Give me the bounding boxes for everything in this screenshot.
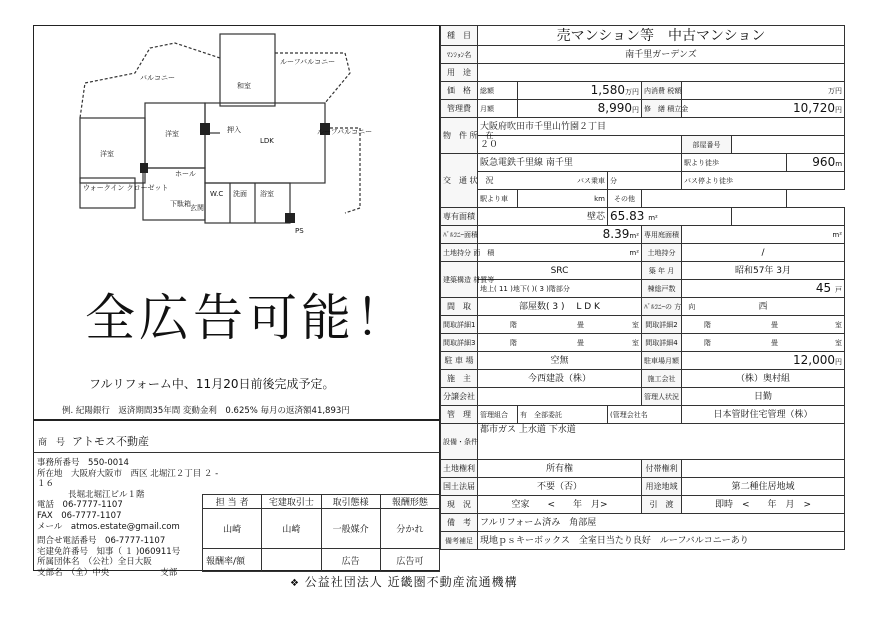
cell-value: 山崎	[203, 509, 262, 549]
room-label: ホール	[175, 170, 196, 178]
floor-plan	[55, 28, 373, 238]
room-label: 洋室	[165, 130, 179, 138]
room-label: PS	[295, 227, 304, 235]
room-label: 洗面	[233, 190, 247, 198]
room-label: ウォークイン クローゼット	[83, 184, 169, 192]
fee-value	[262, 549, 321, 572]
balcony-label: バルコニー	[140, 74, 175, 82]
cell-value: 一般媒介	[321, 509, 380, 549]
footer-text: 公益社団法人 近畿圏不動産流通機構	[304, 575, 518, 589]
area-value: 65.83	[610, 208, 645, 223]
room-label: W.C	[210, 190, 224, 198]
agent-table	[202, 494, 440, 572]
agent-line: 所在地 大阪府大阪市 西区 北堀江２丁目 ２ - １６	[37, 468, 219, 490]
agent-line: FAX 06-7777-1107	[37, 510, 122, 521]
col-header: 宅建取引士	[262, 495, 321, 509]
price-value: 1,580	[590, 82, 625, 97]
shogo-label: 商 号	[38, 438, 66, 448]
ad-label: 広告	[321, 549, 380, 572]
room-label: 洋室	[100, 150, 114, 158]
type-value: 売マンション等 中古マンション	[478, 26, 845, 46]
agent-line: メール atmos.estate@gmail.com	[37, 521, 180, 532]
spec-table: 種 目 売マンション等 中古マンション ﾏﾝｼｮﾝ名 南千里ガーデンズ 用 途 価 格 総額 1,580万円 内消費 税額 万円 管理費 月額 8,990円 修 繕 積立金 10,720円 物 件 所 在 大阪府吹田市千里山竹園２丁目 ２０ 部屋番号 交 通 状 況 阪急電鉄千里線 南千里 駅より徒歩 960m バス乗車 分 バス停より徒歩 駅より車 km その他 専有面積 壁芯 65.83 m² ﾊﾞﾙｺﾆｰ面積 8.39m² 専用庭面積 m² 土地持分 面 積 m² 土地持分 / 建築構造 材質等 SRC 築 年 月 昭和57年 3月 地上( 11 )地下( )( 3 )階部分 棟総戸数 45 戸 間 取 部屋数( 3 ) L D K ﾊﾞﾙｺﾆｰの 方 向 西 間取詳細1 階 畳 室 間取詳細2 階 畳 室 間取詳細3 階 畳 室 間取詳細4 階 畳 室 駐 車 場 空無 駐車場月額 12,000円 施 主 今西建設（株） 施工会社 （株）奥村組 分譲会社 管理人状況 日勤 管 理 管理組合 有 全部委託 (管理会社名 日本管財住宅管理（株） 設備・条件 都市ガス 上水道 下水道 土地権利 所有権 付帯権利 国土法届 不要（否） 用途地域 第二種住居地域 現 況 空家 < 年 月> 引 渡 即時 < 年 月 > 備 考 フルリフォーム済み 角部屋 備考補足 現地ｐｓキーボックス 全室日当たり良好 ルーフバルコニーあり	[440, 25, 845, 550]
col-header: 報酬形態	[380, 495, 439, 509]
location: 大阪府吹田市千里山竹園２丁目	[478, 118, 845, 136]
room-label: 和室	[237, 82, 251, 90]
headline: 全広告可能！	[85, 289, 409, 347]
mansion-name: 南千里ガーデンズ	[478, 46, 845, 64]
agent-line: 宅建免許番号 知事（ １ )060911号	[37, 546, 181, 557]
agent-line: 電話 06-7777-1107	[37, 500, 123, 511]
traffic-line: 阪急電鉄千里線 南千里	[478, 154, 682, 172]
col-header: 担 当 者	[203, 495, 262, 509]
repair-value: 10,720	[793, 100, 836, 115]
room-label: 玄関	[190, 204, 204, 212]
balcony-label: ルーフバルコニー	[280, 58, 336, 66]
agent-divider	[33, 452, 440, 453]
agent-name: アトモス不動産	[72, 435, 149, 448]
room-label: 下駄箱	[170, 200, 191, 208]
reform-note: フルリフォーム中、11月20日前後完成予定。	[89, 377, 335, 391]
agent-line: 支部名 （全）中央 支部	[37, 567, 178, 578]
loan-note: 例. 紀陽銀行 返済期間35年間 変動金利 0.625% 毎月の返済額41,893円	[62, 406, 350, 416]
room-label: 浴室	[260, 190, 274, 198]
room-label: 押入	[227, 126, 241, 134]
room-label: LDK	[260, 137, 274, 145]
agent-line: 所属団体名 （公社）全日大阪	[37, 557, 152, 568]
cell-value: 分かれ	[380, 509, 439, 549]
col-header: 取引態様	[321, 495, 380, 509]
footer	[290, 573, 518, 590]
balcony-label: ルーフバルコニー	[317, 128, 373, 136]
mgmt-value: 8,990	[597, 100, 632, 115]
cell-value: 山崎	[262, 509, 321, 549]
agent-info	[37, 458, 227, 579]
organization-logo-icon: ❖	[290, 578, 300, 589]
agent-line: 問合せ電話番号 06-7777-1107	[37, 536, 166, 547]
fee-label: 報酬率/額	[203, 549, 262, 572]
ad-value: 広告可	[380, 549, 439, 572]
agent-line: 事務所番号 550-0014	[37, 458, 129, 468]
agent-line: 長堀北堀江ビル１階	[68, 489, 145, 500]
